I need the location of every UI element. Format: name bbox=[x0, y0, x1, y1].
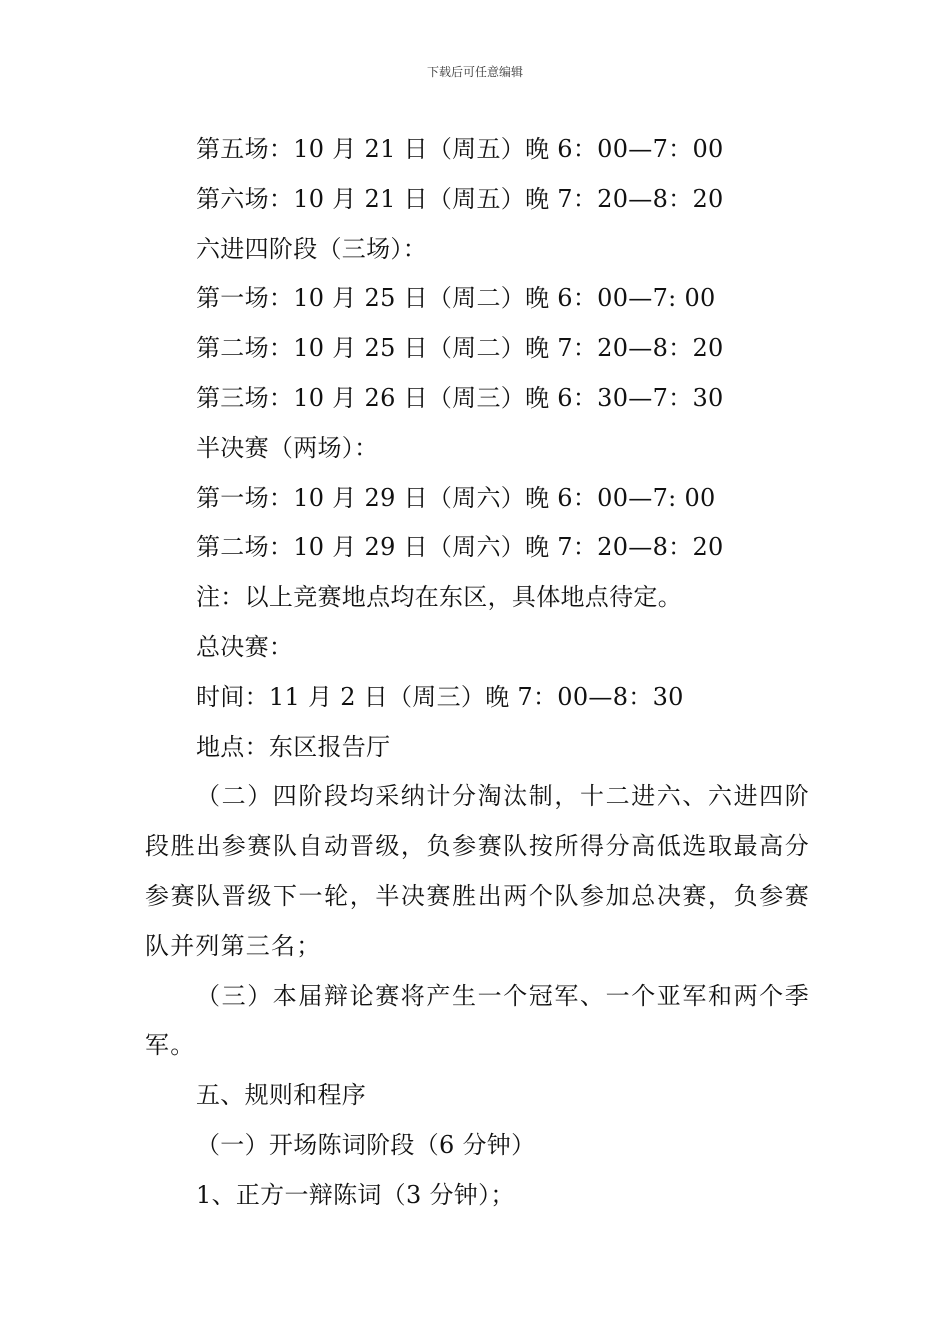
final-venue: 地点：东区报告厅 bbox=[196, 732, 391, 761]
stage-heading: 半决赛（两场）： bbox=[196, 433, 379, 462]
list-item: 1、正方一辩陈词（3 分钟）； bbox=[196, 1180, 515, 1209]
section-heading: 五、规则和程序 bbox=[196, 1081, 367, 1110]
schedule-line: 第三场：10 月 26 日（周三）晚 6：30—7：30 bbox=[196, 383, 724, 412]
paragraph-elimination-rules: （二）四阶段均采纳计分淘汰制，十二进六、六进四阶段胜出参赛队自动晋级，负参赛队按所得分高低选取最高分参赛队晋级下一轮，半决赛胜出两个队参加总决赛，负参赛队并列第三名； bbox=[145, 782, 810, 960]
schedule-line: 第五场：10 月 21 日（周五）晚 6：00—7：00 bbox=[196, 135, 724, 163]
schedule-line: 第六场：10 月 21 日（周五）晚 7：20—8：20 bbox=[196, 184, 724, 213]
paragraph-awards: （三）本届辩论赛将产生一个冠军、一个亚军和两个季军。 bbox=[145, 981, 810, 1060]
page-header: 下载后可任意编辑 bbox=[426, 65, 523, 79]
schedule-line: 第二场：10 月 29 日（周六）晚 7：20—8：20 bbox=[196, 533, 724, 562]
final-time: 时间：11 月 2 日（周三）晚 7：00—8：30 bbox=[196, 682, 684, 711]
schedule-line: 第一场：10 月 29 日（周六）晚 6：00—7: 00 bbox=[196, 483, 716, 512]
document-body bbox=[145, 125, 810, 1221]
venue-note: 注：以上竞赛地点均在东区，具体地点待定。 bbox=[196, 583, 682, 612]
stage-heading: 总决赛： bbox=[196, 632, 294, 661]
schedule-line: 第一场：10 月 25 日（周二）晚 6：00—7: 00 bbox=[196, 284, 716, 313]
stage-heading: 六进四阶段（三场）： bbox=[196, 234, 427, 263]
subsection-heading: （一）开场陈词阶段（6 分钟） bbox=[196, 1130, 536, 1159]
schedule-line: 第二场：10 月 25 日（周二）晚 7：20—8：20 bbox=[196, 334, 724, 363]
